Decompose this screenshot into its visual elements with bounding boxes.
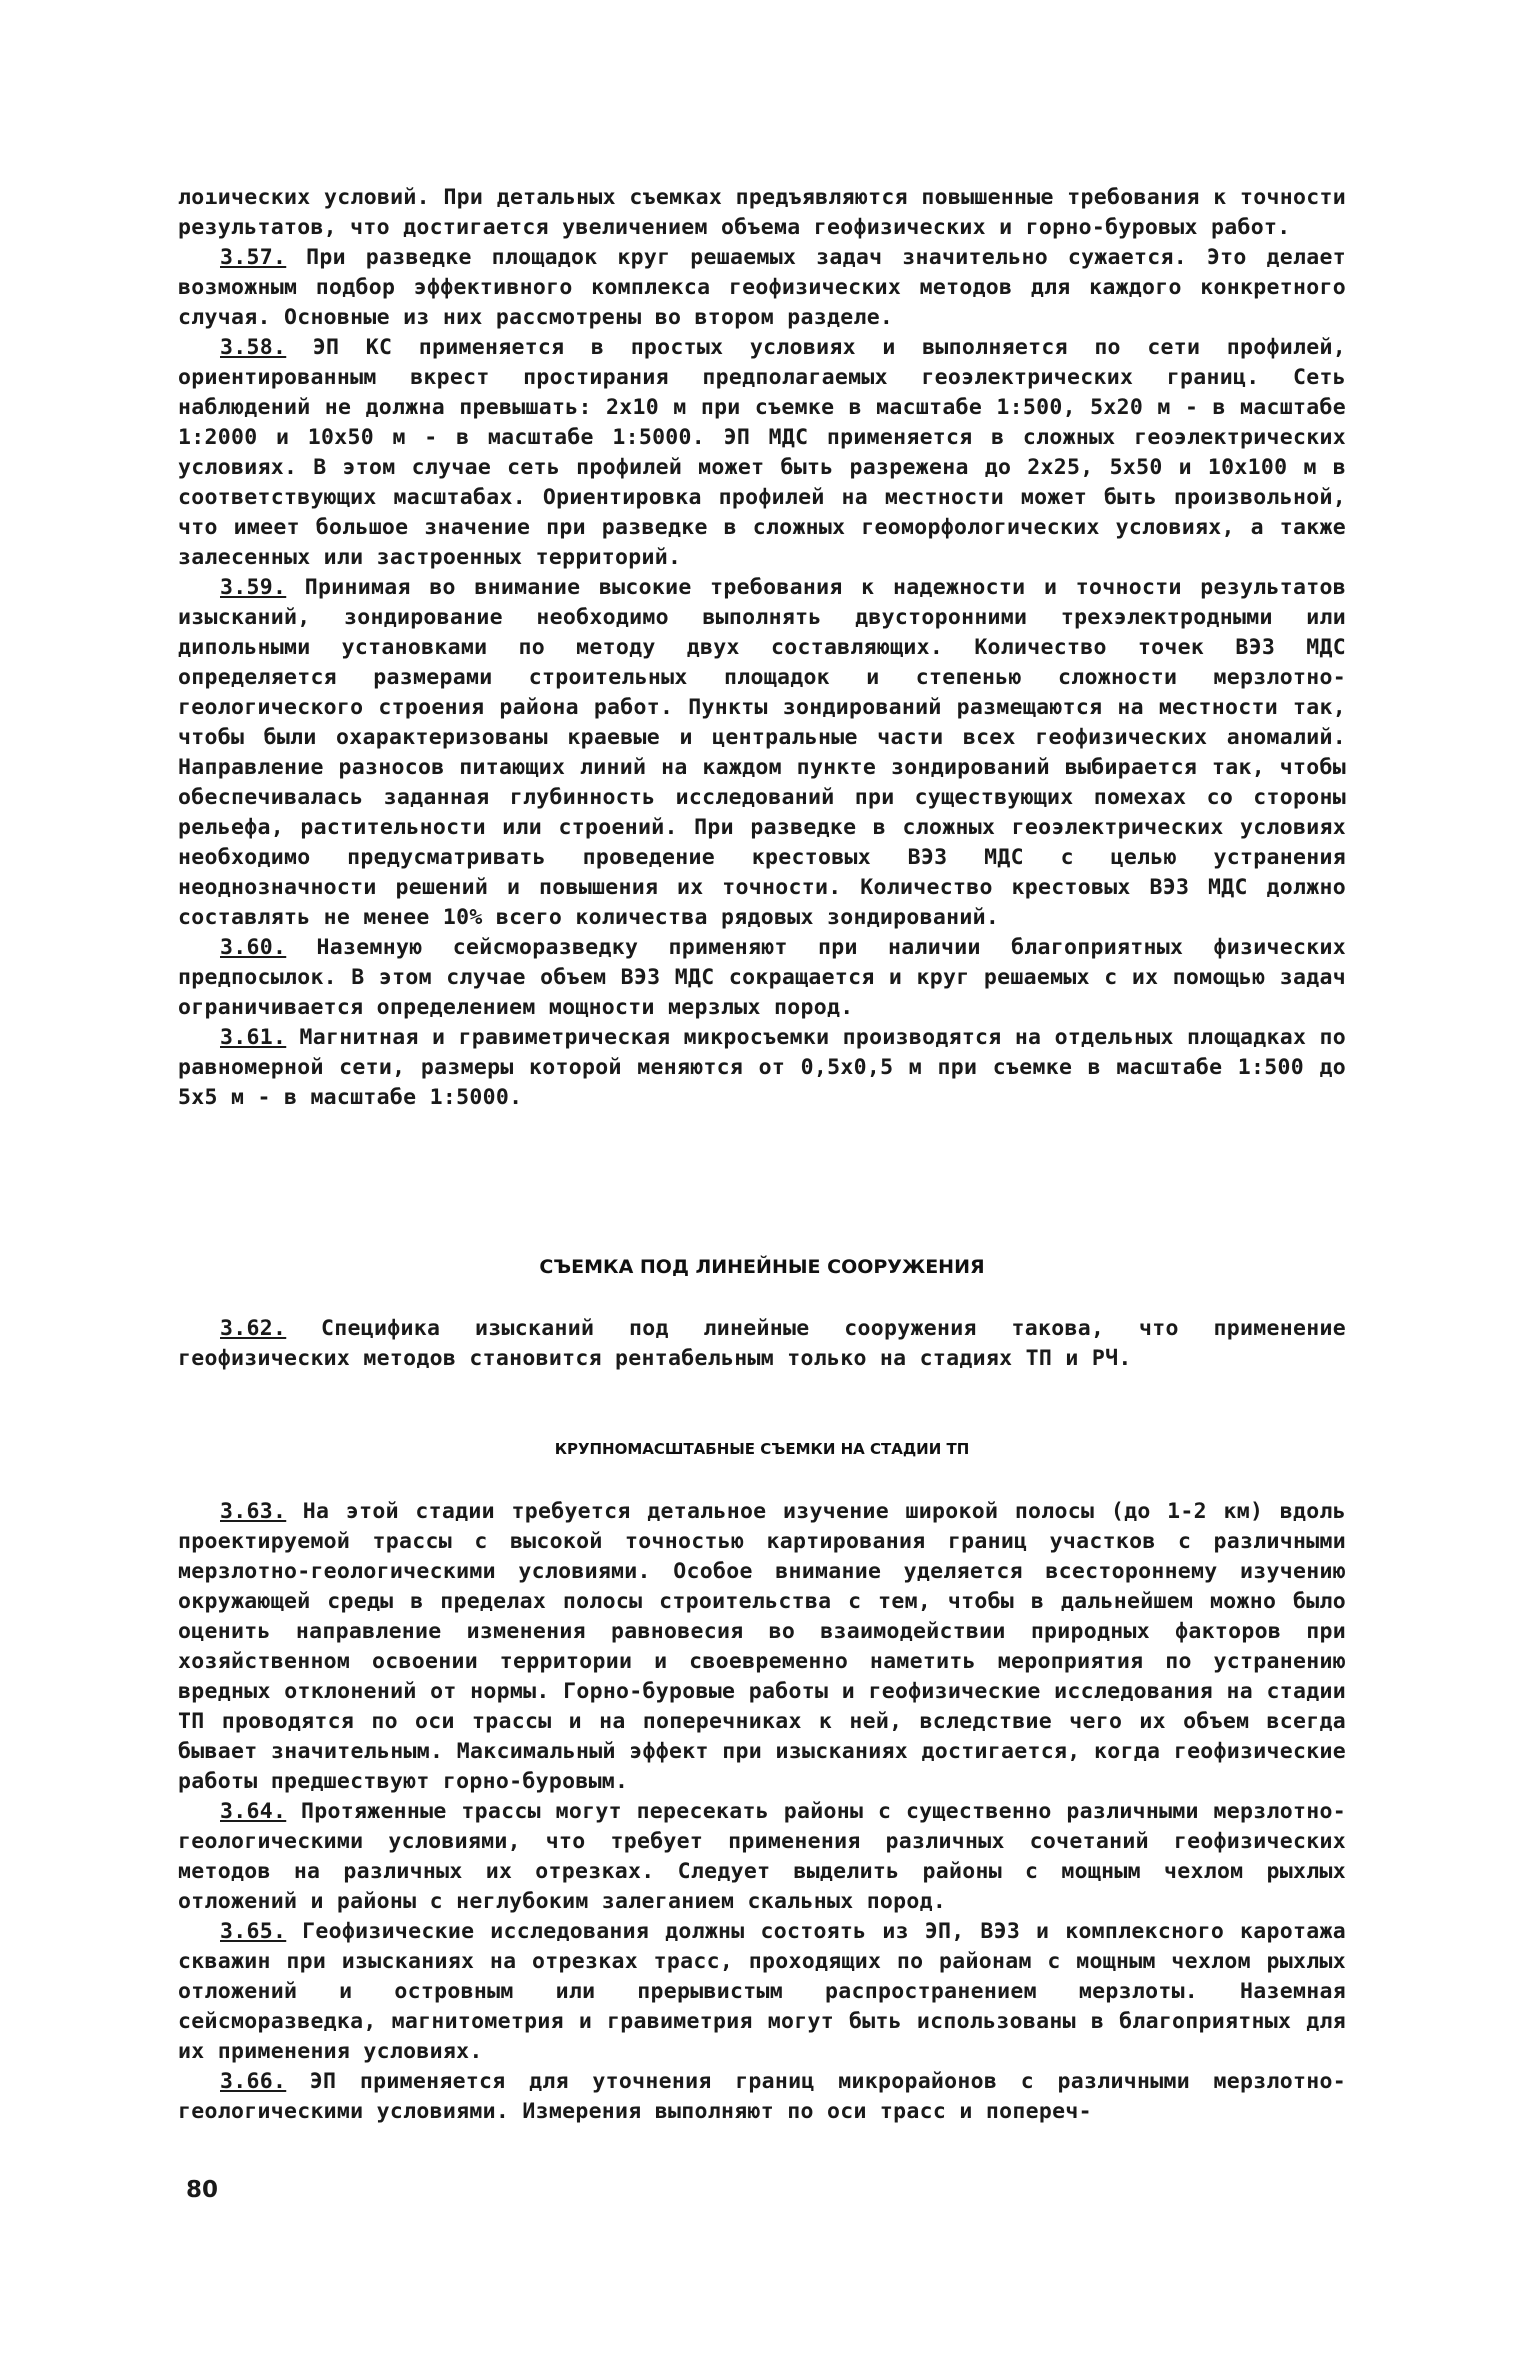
paragraph — [178, 1023, 1346, 1113]
paragraph — [178, 183, 1346, 243]
paragraph — [178, 1797, 1346, 1917]
paragraph — [178, 573, 1346, 933]
clause-number: 3.57. — [220, 245, 287, 270]
clause-number: 3.63. — [220, 1499, 287, 1524]
paragraph-text: На этой стадии требуется детальное изучение широкой полосы (до 1-2 км) вдоль проектируемой трассы с высокой точностью картирования границ участков с различными мерзлотно-геологическими условиями. Особое внимание уделяется всестороннему изучению окружающей среды в пределах полосы строительства с тем, чтобы в дальнейшем можно было оценить направление изменения равновесия во взаимодействии природных факторов при хозяйственном освоении территории и своевременно наметить мероприятия по устранению вредных отклонений от нормы. Горно-буровые работы и геофизические исследования на стадии ТП проводятся по оси трассы и на поперечниках к ней, вследствие чего их объем всегда бывает значительным. Максимальный эффект при изысканиях достигается, когда геофизические работы предшествуют горно-буровым. — [178, 1499, 1346, 1794]
clause-number: 3.66. — [220, 2069, 287, 2094]
clause-number: 3.59. — [220, 575, 287, 600]
clause-number: 3.60. — [220, 935, 287, 960]
text-block-middle — [178, 1314, 1346, 1374]
paragraph — [178, 243, 1346, 333]
paragraph-text: ЭП КС применяется в простых условиях и выполняется по сети профилей, ориентированным вкрест простирания предполагаемых геоэлектрических границ. Сеть наблюдений не должна превышать: 2x10 м при съемке в масштабе 1:500, 5x20 м - в масштабе 1:2000 и 10x50 м - в масштабе 1:5000. ЭП МДС применяется в сложных геоэлектрических условиях. В этом случае сеть профилей может быть разрежена до 2x25, 5x50 и 10x100 м в соответствующих масштабах. Ориентировка профилей на местности может быть произвольной, что имеет большое значение при разведке в сложных геоморфологических условиях, а также залесенных или застроенных территорий. — [178, 335, 1346, 570]
clause-number: 3.61. — [220, 1025, 287, 1050]
paragraph-text: ЭП применяется для уточнения границ микрорайонов с различными мерзлотно-геологическими условиями. Измерения выполняют по оси трасс и попереч- — [178, 2069, 1346, 2124]
subsection-heading: КРУПНОМАСШТАБНЫЕ СЪЕМКИ НА СТАДИИ ТП — [554, 1440, 970, 1458]
paragraph-text: При разведке площадок круг решаемых задач значительно сужается. Это делает возможным подбор эффективного комплекса геофизических методов для каждого конкретного случая. Основные из них рассмотрены во втором разделе. — [178, 245, 1346, 330]
paragraph-text: Протяженные трассы могут пересекать районы с существенно различными мерзлотно-геологическими условиями, что требует применения различных сочетаний геофизических методов на различных их отрезках. Следует выделить районы с мощным чехлом рыхлых отложений и районы с неглубоким залеганием скальных пород. — [178, 1799, 1346, 1914]
paragraph-text: лoıических условий. При детальных съемках предъявляются повышенные требования к точности результатов, что достигается увеличением объема геофизических и горно-буровых работ. — [178, 185, 1346, 240]
paragraph — [178, 1917, 1346, 2067]
paragraph-text: Геофизические исследования должны состоять из ЭП, ВЭЗ и комплексного каротажа скважин при изысканиях на отрезках трасс, проходящих по районам с мощным чехлом рыхлых отложений и островным или прерывистым распространением мерзлоты. Наземная сейсморазведка, магнитометрия и гравиметрия могут быть использованы в благоприятных для их применения условиях. — [178, 1919, 1346, 2064]
paragraph — [178, 933, 1346, 1023]
paragraph — [178, 2067, 1346, 2127]
section-heading: СЪЕМКА ПОД ЛИНЕЙНЫЕ СООРУЖЕНИЯ — [539, 1256, 985, 1278]
paragraph-text: Принимая во внимание высокие требования к надежности и точности результатов изысканий, зондирование необходимо выполнять двусторонними трехэлектродными или дипольными установками по методу двух составляющих. Количество точек ВЭЗ МДС определяется размерами строительных площадок и степенью сложности мерзлотно-геологического строения района работ. Пункты зондирований размещаются на местности так, чтобы были охарактеризованы краевые и центральные части всех геофизических аномалий. Направление разносов питающих линий на каждом пункте зондирований выбирается так, чтобы обеспечивалась заданная глубинность исследований при существующих помехах со стороны рельефа, растительности или строений. При разведке в сложных геоэлектрических условиях необходимо предусматривать проведение крестовых ВЭЗ МДС с целью устранения неоднозначности решений и повышения их точности. Количество крестовых ВЭЗ МДС должно составлять не менее 10% всего количества рядовых зондирований. — [178, 575, 1346, 930]
paragraph — [178, 333, 1346, 573]
clause-number: 3.64. — [220, 1799, 287, 1824]
clause-number: 3.58. — [220, 335, 287, 360]
paragraph-text: Магнитная и гравиметрическая микросъемки производятся на отдельных площадках по равномерной сети, размеры которой меняются от 0,5x0,5 м при съемке в масштабе 1:500 до 5x5 м - в масштабе 1:5000. — [178, 1025, 1346, 1110]
clause-number: 3.62. — [220, 1316, 287, 1341]
paragraph — [178, 1314, 1346, 1374]
paragraph — [178, 1497, 1346, 1797]
paragraph-text: Специфика изысканий под линейные сооружения такова, что применение геофизических методов становится рентабельным только на стадиях ТП и РЧ. — [178, 1316, 1346, 1371]
paragraph-text: Наземную сейсморазведку применяют при наличии благоприятных физических предпосылок. В этом случае объем ВЭЗ МДС сокращается и круг решаемых с их помощью задач ограничивается определением мощности мерзлых пород. — [178, 935, 1346, 1020]
page-number: 80 — [186, 2177, 219, 2203]
clause-number: 3.65. — [220, 1919, 287, 1944]
text-block-top — [178, 183, 1346, 1113]
text-block-bottom — [178, 1497, 1346, 2127]
